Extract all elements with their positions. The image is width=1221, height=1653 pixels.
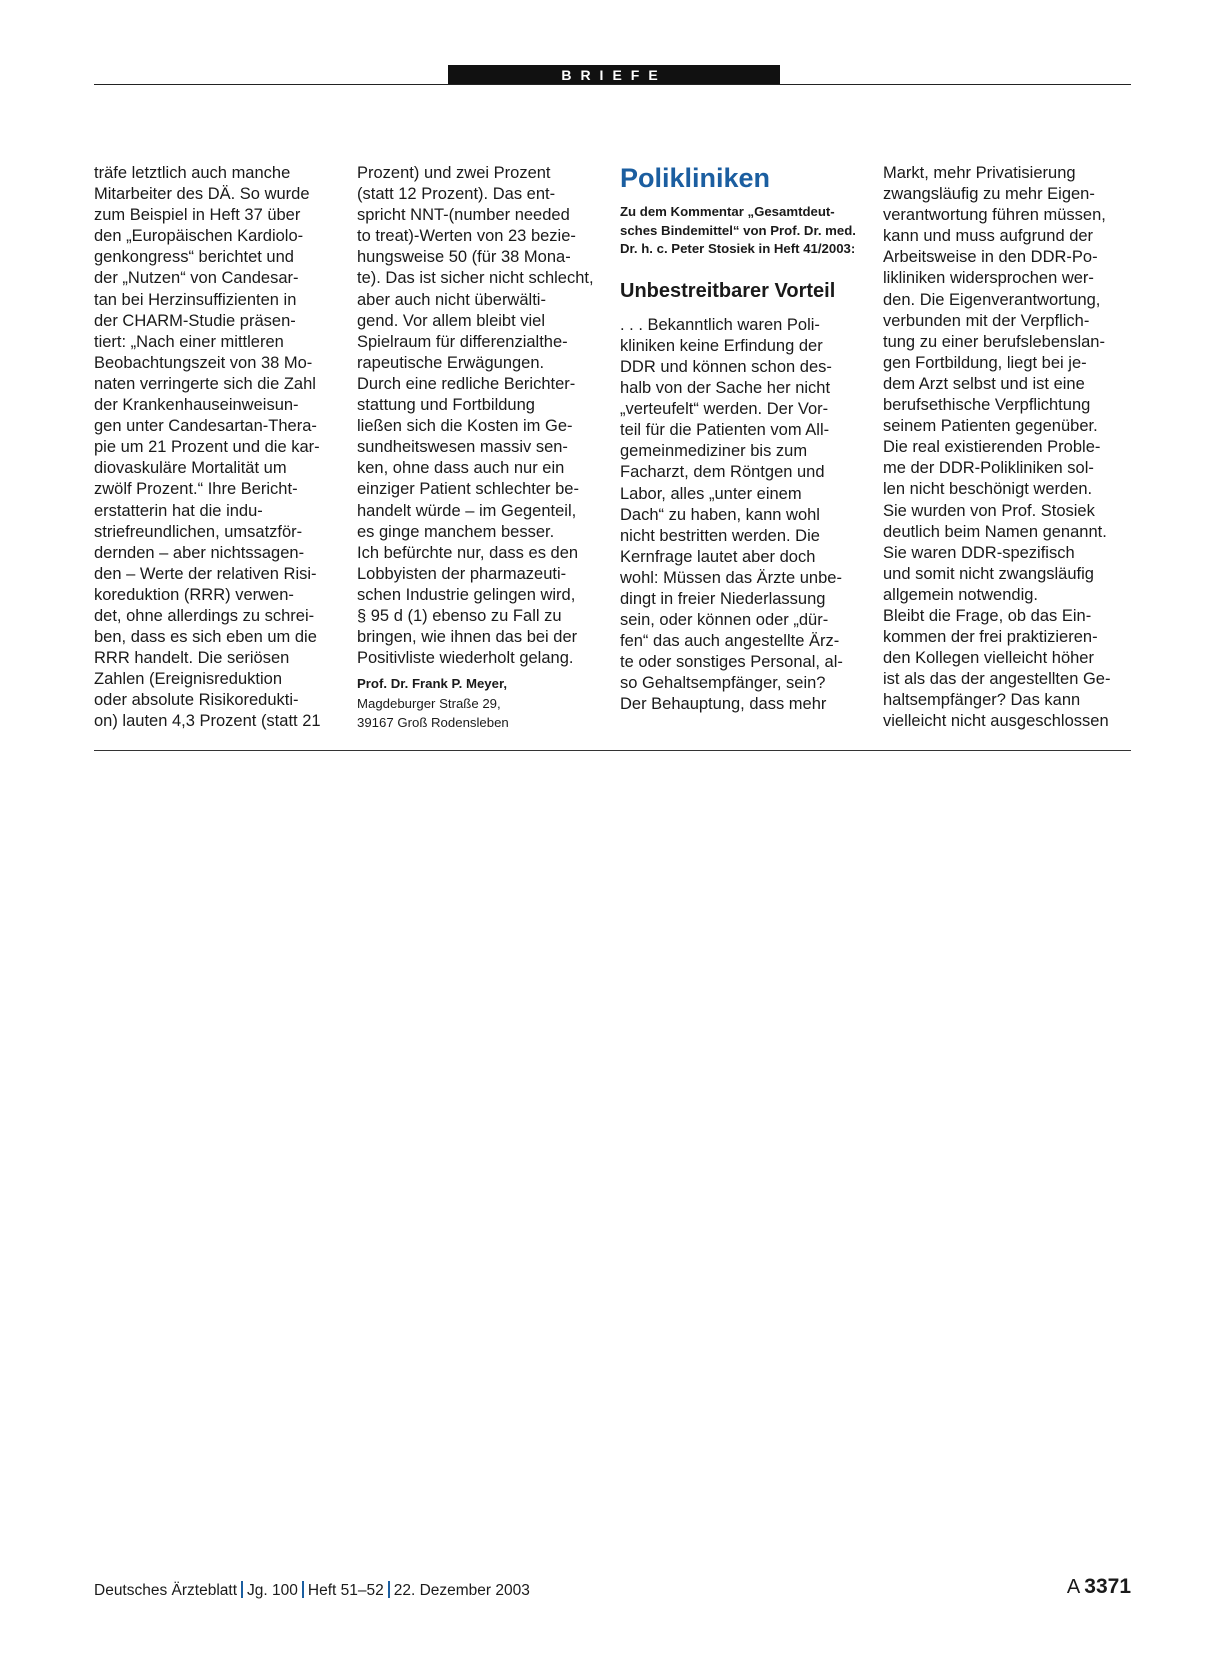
text-line: gend. Vor allem bleibt viel — [357, 311, 546, 330]
journal-name: Deutsches Ärzteblatt — [94, 1582, 238, 1599]
text-line: det, ohne allerdings zu schrei- — [94, 606, 315, 625]
section-tag: BRIEFE — [448, 65, 780, 85]
text-line: § 95 d (1) ebenso zu Fall zu — [357, 606, 562, 625]
text-line: genkongress“ berichtet und — [94, 248, 294, 267]
text-column-3 — [620, 163, 872, 716]
text-line: likliniken widersprochen wer- — [883, 269, 1094, 288]
text-line: oder absolute Risikoredukti- — [94, 691, 299, 710]
text-line: spricht NNT-(number needed — [357, 206, 570, 225]
footer-separator — [388, 1581, 390, 1598]
text-line: Lobbyisten der pharmazeuti- — [357, 564, 567, 583]
text-line: dernden – aber nichtssagen- — [94, 543, 305, 562]
text-line: Facharzt, dem Röntgen und — [620, 463, 825, 482]
letter-headline: Unbestreitbarer Vorteil — [620, 279, 836, 302]
text-line: RRR handelt. Die seriösen — [94, 649, 290, 668]
text-line: Sie wurden von Prof. Stosiek — [883, 501, 1095, 520]
text-line: so Gehaltsempfänger, sein? — [620, 674, 826, 693]
text-line: Prozent) und zwei Prozent — [357, 164, 551, 182]
bottom-rule — [94, 750, 1131, 751]
text-line: haltsempfänger? Das kann — [883, 691, 1081, 710]
intro-line: Dr. h. c. Peter Stosiek in Heft 41/2003: — [620, 241, 856, 257]
text-line: . . . Bekanntlich waren Poli- — [620, 315, 820, 334]
text-line: stattung und Fortbildung — [357, 396, 535, 415]
text-line: und somit nicht zwangsläufig — [883, 564, 1094, 583]
letter-intro — [620, 203, 872, 259]
text-line: rapeutische Erwägungen. — [357, 353, 545, 372]
text-line: Beobachtungszeit von 38 Mo- — [94, 353, 313, 372]
signature-name: Prof. Dr. Frank P. Meyer, — [357, 676, 508, 692]
journal-issue: Heft 51–52 — [307, 1582, 384, 1599]
text-line: gemeinmediziner bis zum — [620, 442, 808, 461]
text-line: berufsethische Verpflichtung — [883, 396, 1091, 415]
text-line: Spielraum für differenzialthe- — [357, 332, 568, 351]
text-line: tan bei Herzinsuffizienten in — [94, 290, 297, 309]
text-line: DDR und können schon des- — [620, 357, 832, 376]
text-line: Dach“ zu haben, kann wohl — [620, 505, 820, 524]
text-line: Zahlen (Ereignisreduktion — [94, 670, 283, 689]
footer-citation — [94, 1581, 530, 1600]
text-line: len nicht beschönigt werden. — [883, 480, 1093, 499]
text-line: to treat)-Werten von 23 bezie- — [357, 227, 576, 246]
text-line: koreduktion (RRR) verwen- — [94, 585, 294, 604]
text-line: der Krankenhauseinweisun- — [94, 396, 299, 415]
signature-city: 39167 Groß Rodensleben — [357, 715, 509, 731]
text-line: träfe letztlich auch manche — [94, 164, 291, 182]
text-line: wohl: Müssen das Ärzte unbe- — [620, 568, 842, 587]
text-line: verantwortung führen müssen, — [883, 206, 1106, 225]
text-line: der CHARM-Studie präsen- — [94, 311, 296, 330]
text-line: Ich befürchte nur, dass es den — [357, 543, 579, 562]
journal-volume: Jg. 100 — [247, 1582, 298, 1599]
text-line: Durch eine redliche Berichter- — [357, 374, 576, 393]
text-line: der „Nutzen“ von Candesar- — [94, 269, 299, 288]
text-column-1 — [94, 163, 346, 733]
footer-separator — [241, 1581, 243, 1598]
text-line: Sie waren DDR-spezifisch — [883, 543, 1075, 562]
text-line: Positivliste wiederholt gelang. — [357, 649, 574, 668]
text-line: es ginge manchem besser. — [357, 522, 555, 541]
text-line: zwölf Prozent.“ Ihre Bericht- — [94, 480, 298, 499]
text-line: naten verringerte sich die Zahl — [94, 374, 316, 393]
text-line: Bleibt die Frage, ob das Ein- — [883, 606, 1092, 625]
text-line: erstatterin hat die indu- — [94, 501, 263, 520]
text-line: halb von der Sache her nicht — [620, 379, 831, 398]
text-line: bringen, wie ihnen das bei der — [357, 628, 578, 647]
text-line: kann und muss aufgrund der — [883, 227, 1094, 246]
text-line: den – Werte der relativen Risi- — [94, 564, 317, 583]
text-line: diovaskuläre Mortalität um — [94, 459, 287, 478]
intro-line: sches Bindemittel“ von Prof. Dr. med. — [620, 222, 856, 238]
page-number — [1067, 1575, 1131, 1599]
text-line: Die real existierenden Proble- — [883, 438, 1101, 457]
footer-separator — [302, 1581, 304, 1598]
text-line: Mitarbeiter des DÄ. So wurde — [94, 185, 310, 204]
text-line: Markt, mehr Privatisierung — [883, 164, 1076, 182]
text-line: zwangsläufig zu mehr Eigen- — [883, 185, 1095, 204]
text-line: kliniken keine Erfindung der — [620, 336, 823, 355]
text-line: verbunden mit der Verpflich- — [883, 311, 1090, 330]
text-line: gen Fortbildung, liegt bei je- — [883, 353, 1087, 372]
text-line: handelt würde – im Gegenteil, — [357, 501, 577, 520]
text-line: deutlich beim Namen genannt. — [883, 522, 1107, 541]
text-line: den. Die Eigenverantwortung, — [883, 290, 1101, 309]
text-line: gen unter Candesartan-Thera- — [94, 417, 317, 436]
text-line: den Kollegen vielleicht höher — [883, 649, 1094, 668]
header-rule — [94, 84, 1131, 85]
text-line: Labor, alles „unter einem — [620, 484, 802, 503]
text-line: aber auch nicht überwälti- — [357, 290, 546, 309]
text-line: on) lauten 4,3 Prozent (statt 21 — [94, 712, 321, 731]
text-line: sein, oder können oder „dür- — [620, 611, 829, 630]
text-line: dem Arzt selbst und ist eine — [883, 374, 1085, 393]
text-line: (statt 12 Prozent). Das ent- — [357, 185, 556, 204]
letter-body — [620, 315, 872, 716]
text-line: tung zu einer berufslebenslan- — [883, 332, 1105, 351]
text-column-2 — [357, 163, 609, 732]
text-line: schen Industrie gelingen wird, — [357, 585, 576, 604]
text-line: Kernfrage lautet aber doch — [620, 547, 816, 566]
text-line: einziger Patient schlechter be- — [357, 480, 579, 499]
text-line: ben, dass es sich eben um die — [94, 628, 317, 647]
text-line: me der DDR-Polikliniken sol- — [883, 459, 1094, 478]
text-line: ken, ohne dass auch nur ein — [357, 459, 565, 478]
text-line: hungsweise 50 (für 38 Mona- — [357, 248, 571, 267]
text-line: pie um 21 Prozent und die kar- — [94, 438, 320, 457]
text-line: nicht bestritten werden. Die — [620, 526, 820, 545]
rubric-heading: Polikliniken — [620, 163, 771, 193]
text-line: ließen sich die Kosten im Ge- — [357, 417, 573, 436]
text-line: te oder sonstiges Personal, al- — [620, 653, 843, 672]
text-line: den „Europäischen Kardiolo- — [94, 227, 304, 246]
intro-line: Zu dem Kommentar „Gesamtdeut- — [620, 204, 835, 219]
journal-date: 22. Dezember 2003 — [393, 1582, 530, 1599]
text-line: fen“ das auch angestellte Ärz- — [620, 632, 840, 651]
text-line: allgemein notwendig. — [883, 585, 1039, 604]
text-line: zum Beispiel in Heft 37 über — [94, 206, 301, 225]
text-line: tiert: „Nach einer mittleren — [94, 332, 284, 351]
text-line: Arbeitsweise in den DDR-Po- — [883, 248, 1098, 267]
text-line: te). Das ist sicher nicht schlecht, — [357, 269, 594, 288]
signature-street: Magdeburger Straße 29, — [357, 696, 501, 712]
text-line: sundheitswesen massiv sen- — [357, 438, 568, 457]
text-column-4 — [883, 163, 1135, 733]
text-line: seinem Patienten gegenüber. — [883, 417, 1098, 436]
text-line: dingt in freier Niederlassung — [620, 590, 826, 608]
text-line: ist als das der angestellten Ge- — [883, 670, 1111, 689]
letter-body-end — [357, 163, 609, 669]
text-line: teil für die Patienten vom All- — [620, 421, 830, 440]
text-line: striefreundlichen, umsatzför- — [94, 522, 303, 541]
text-line: kommen der frei praktizieren- — [883, 628, 1098, 647]
page-number-value: 3371 — [1084, 1575, 1131, 1598]
text-line: „verteufelt“ werden. Der Vor- — [620, 400, 829, 419]
text-line: vielleicht nicht ausgeschlossen — [883, 712, 1109, 731]
text-line: Der Behauptung, dass mehr — [620, 695, 827, 714]
page-prefix: A — [1066, 1576, 1081, 1598]
